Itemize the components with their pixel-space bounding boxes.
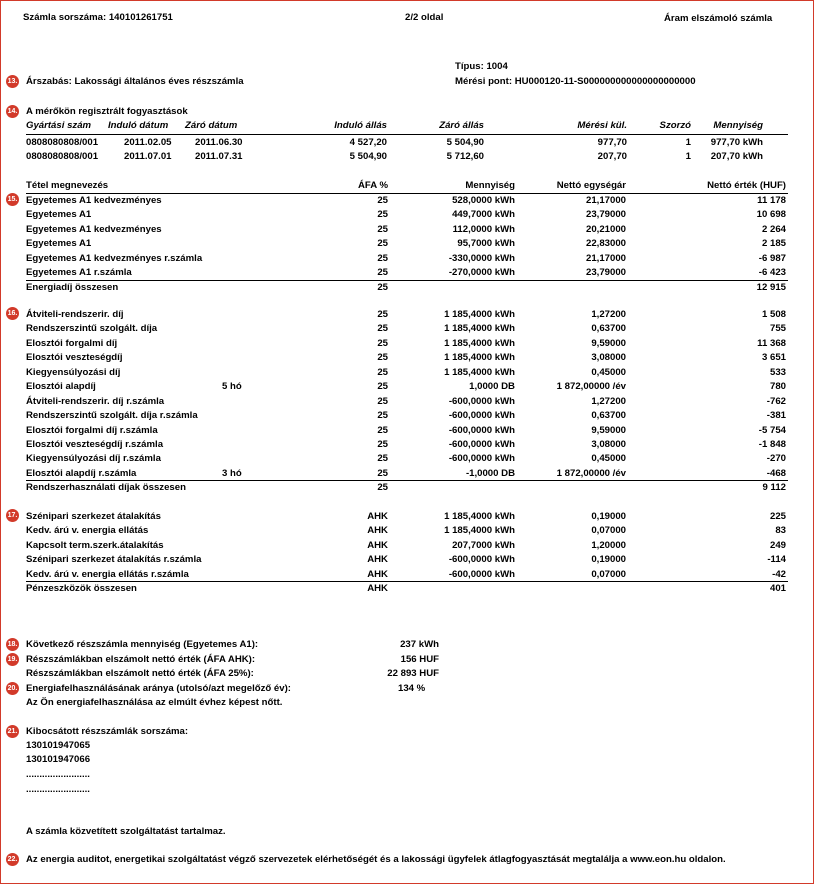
item-cell: -1,0000 DB — [465, 468, 515, 479]
item-row — [1, 424, 813, 438]
meter-cell: 2011.02.05 — [124, 137, 172, 148]
item-cell: Átviteli-rendszerir. díj r.számla — [26, 396, 165, 407]
item-row — [1, 322, 813, 336]
item-row — [1, 237, 813, 251]
item-cell: Pénzeszközök összesen — [26, 583, 137, 594]
item-cell: -6 987 — [758, 253, 786, 264]
item-cell: Egyetemes A1 kedvezményes r.számla — [26, 253, 203, 264]
item-cell: -468 — [766, 468, 786, 479]
meter-cell: 2011.06.30 — [195, 137, 243, 148]
item-cell: 1 872,00000 /év — [556, 468, 626, 479]
item-row — [1, 524, 813, 538]
item-cell: 25 — [377, 439, 388, 450]
item-cell: -600,0000 kWh — [448, 554, 515, 565]
item-cell: 0,63700 — [591, 410, 626, 421]
item-cell: Egyetemes A1 kedvezményes — [26, 224, 162, 235]
item-cell: 22,83000 — [585, 238, 626, 249]
item-cell: Elosztói alapdíj — [26, 381, 96, 392]
meter-cell: 2011.07.31 — [195, 151, 243, 162]
items-header — [1, 179, 813, 193]
item-cell: -270 — [766, 453, 786, 464]
item-cell: 25 — [377, 323, 388, 334]
item-cell: Egyetemes A1 — [26, 238, 92, 249]
item-cell: Szénipari szerkezet átalakítás r.számla — [26, 554, 202, 565]
item-cell: 0,63700 — [591, 323, 626, 334]
item-row — [1, 409, 813, 423]
col-zaro-allas: Záró állás — [439, 120, 484, 131]
item-cell: 95,7000 kWh — [457, 238, 515, 249]
total-row — [1, 481, 813, 495]
col-indulo-datum: Induló dátum — [108, 120, 169, 131]
item-cell: AHK — [367, 540, 388, 551]
item-cell: 25 — [377, 425, 388, 436]
document-title: Áram elszámoló számla — [664, 13, 773, 24]
item-cell: 533 — [769, 367, 786, 378]
meters-header-line — [26, 134, 788, 135]
item-cell: 0,45000 — [591, 367, 626, 378]
item-cell: 3,08000 — [591, 352, 626, 363]
item-cell: 83 — [775, 525, 786, 536]
issued-dots-1: ........................ — [26, 769, 90, 780]
meter-row — [1, 150, 813, 164]
net-25-label: Részszámlákban elszámolt nettó érték (ÁFA 25%): — [26, 668, 254, 679]
col-item-mennyiseg: Mennyiség — [465, 180, 515, 191]
item-cell: 1 185,4000 kWh — [444, 352, 515, 363]
item-cell: -270,0000 kWh — [448, 267, 515, 278]
meter-cell: 5 504,90 — [349, 151, 387, 162]
item-cell: 25 — [377, 282, 388, 293]
item-cell: 207,7000 kWh — [452, 540, 515, 551]
item-cell: 25 — [377, 352, 388, 363]
col-netto-ertek: Nettó érték (HUF) — [707, 180, 786, 191]
item-cell: 449,7000 kWh — [452, 209, 515, 220]
item-cell: -5 754 — [758, 425, 786, 436]
meter-cell: 207,70 kWh — [710, 151, 763, 162]
item-cell: AHK — [367, 554, 388, 565]
item-cell: 10 698 — [756, 209, 786, 220]
item-cell: 25 — [377, 396, 388, 407]
item-cell: 25 — [377, 381, 388, 392]
item-cell: AHK — [367, 583, 388, 594]
item-cell: 21,17000 — [585, 195, 626, 206]
meters-header — [1, 119, 813, 133]
usage-ratio-label: Energiafelhasználásának aránya (utolsó/azt megelőző év): — [26, 683, 291, 694]
col-gyartasi-szam: Gyártási szám — [26, 120, 92, 131]
item-cell: 1 185,4000 kWh — [444, 309, 515, 320]
item-cell: 2 264 — [761, 224, 786, 235]
item-cell: 20,21000 — [585, 224, 626, 235]
item-cell: 0,07000 — [591, 525, 626, 536]
meter-cell: 1 — [685, 137, 691, 148]
item-cell: -600,0000 kWh — [448, 453, 515, 464]
item-cell: 1 872,00000 /év — [556, 381, 626, 392]
item-cell: 23,79000 — [585, 209, 626, 220]
item-cell: -381 — [766, 410, 786, 421]
tipus: Típus: 1004 — [455, 61, 508, 72]
item-cell: 23,79000 — [585, 267, 626, 278]
item-cell: 780 — [769, 381, 786, 392]
item-row — [1, 252, 813, 266]
item-cell: 1 185,4000 kWh — [444, 367, 515, 378]
item-cell: 25 — [377, 209, 388, 220]
item-cell: 21,17000 — [585, 253, 626, 264]
col-tetel: Tétel megnevezés — [26, 180, 109, 191]
item-cell: -762 — [766, 396, 786, 407]
col-meresi-kul: Mérési kül. — [577, 120, 627, 131]
item-cell: 25 — [377, 195, 388, 206]
col-zaro-datum: Záró dátum — [185, 120, 238, 131]
net-25-value: 22 893 HUF — [387, 668, 439, 679]
item-row — [1, 467, 813, 481]
item-cell: 25 — [377, 410, 388, 421]
item-cell: 1 185,4000 kWh — [444, 525, 515, 536]
item-row — [1, 380, 813, 394]
net-ahk-label: Részszámlákban elszámolt nettó érték (ÁFA AHK): — [26, 654, 256, 665]
section-badge-17: 17. — [6, 509, 19, 522]
item-cell: 25 — [377, 267, 388, 278]
item-cell: 1,20000 — [591, 540, 626, 551]
item-cell: -6 423 — [758, 267, 786, 278]
invoice-number: Számla sorszáma: 140101261751 — [23, 12, 173, 23]
item-row — [1, 223, 813, 237]
item-cell: 25 — [377, 309, 388, 320]
item-cell: Energiadíj összesen — [26, 282, 119, 293]
item-cell: Egyetemes A1 — [26, 209, 92, 220]
item-cell: Elosztói forgalmi díj — [26, 338, 118, 349]
item-row — [1, 351, 813, 365]
section-badge-15: 15. — [6, 193, 19, 206]
energy-audit-note: Az energia auditot, energetikai szolgáltatást végző szervezetek elérhetőségét és a lakossági ügyfelek átlagfogyasztását megtalálja a www.eon.hu oldalon. — [26, 854, 726, 865]
item-cell: -42 — [772, 569, 786, 580]
item-cell: 5 hó — [222, 381, 242, 392]
item-cell: -114 — [767, 554, 786, 565]
item-cell: 25 — [377, 482, 388, 493]
item-row — [1, 568, 813, 582]
issued-title: Kibocsátott részszámlák sorszáma: — [26, 726, 189, 737]
item-cell: 12 915 — [756, 282, 786, 293]
item-cell: 1 185,4000 kWh — [444, 338, 515, 349]
item-cell: 528,0000 kWh — [452, 195, 515, 206]
meter-cell: 0808080808/001 — [26, 151, 99, 162]
item-cell: 1 508 — [761, 309, 786, 320]
item-cell: 25 — [377, 224, 388, 235]
item-cell: Elosztói forgalmi díj r.számla — [26, 425, 158, 436]
item-cell: 1,27200 — [591, 396, 626, 407]
item-cell: Rendszerszintű szolgált. díja r.számla — [26, 410, 198, 421]
item-row — [1, 510, 813, 524]
item-cell: 3 651 — [761, 352, 786, 363]
section-badge-16: 16. — [6, 307, 19, 320]
item-cell: Rendszerhasználati díjak összesen — [26, 482, 186, 493]
section-badge-18: 18. — [6, 638, 19, 651]
usage-ratio-note: Az Ön energiafelhasználása az elmúlt évhez képest nőtt. — [26, 697, 283, 708]
col-afa: ÁFA % — [357, 180, 388, 191]
item-cell: 9 112 — [762, 482, 786, 493]
item-cell: -600,0000 kWh — [448, 439, 515, 450]
item-cell: 3,08000 — [591, 439, 626, 450]
arszabas: Árszabás: Lakossági általános éves részszámla — [26, 76, 244, 87]
item-cell: 25 — [377, 253, 388, 264]
mediated-service-note: A számla közvetített szolgáltatást tartalmaz. — [26, 826, 226, 837]
item-cell: -600,0000 kWh — [448, 425, 515, 436]
item-cell: AHK — [367, 511, 388, 522]
item-cell: -600,0000 kWh — [448, 569, 515, 580]
meter-cell: 977,70 kWh — [710, 137, 763, 148]
item-cell: 11 368 — [757, 338, 786, 349]
page-indicator: 2/2 oldal — [405, 12, 444, 23]
item-cell: 0,19000 — [591, 511, 626, 522]
section-badge-13: 13. — [6, 75, 19, 88]
item-row — [1, 395, 813, 409]
section-badge-22: 22. — [6, 853, 19, 866]
item-cell: Egyetemes A1 kedvezményes — [26, 195, 162, 206]
issued-number-1: 130101947065 — [26, 740, 91, 751]
meter-row — [1, 136, 813, 150]
item-cell: Egyetemes A1 r.számla — [26, 267, 132, 278]
meters-title: A mérőkön regisztrált fogyasztások — [26, 106, 188, 117]
item-cell: 401 — [769, 583, 786, 594]
section-badge-19: 19. — [6, 653, 19, 666]
item-row — [1, 438, 813, 452]
item-cell: AHK — [367, 525, 388, 536]
item-cell: Kiegyensúlyozási díj — [26, 367, 121, 378]
item-cell: 0,45000 — [591, 453, 626, 464]
item-cell: Szénipari szerkezet átalakítás — [26, 511, 161, 522]
item-cell: 249 — [769, 540, 786, 551]
item-cell: Rendszerszintű szolgált. díja — [26, 323, 158, 334]
item-cell: Kapcsolt term.szerk.átalakítás — [26, 540, 164, 551]
item-cell: 0,19000 — [591, 554, 626, 565]
item-cell: 9,59000 — [591, 425, 626, 436]
item-cell: -600,0000 kWh — [448, 410, 515, 421]
section-badge-20: 20. — [6, 682, 19, 695]
item-cell: 25 — [377, 468, 388, 479]
net-ahk-value: 156 HUF — [400, 654, 439, 665]
section-badge-14: 14. — [6, 105, 19, 118]
item-row — [1, 366, 813, 380]
item-cell: Kedv. árú v. energia ellátás r.számla — [26, 569, 189, 580]
next-invoice-label: Következő részszámla mennyiség (Egyetemes A1): — [26, 639, 259, 650]
item-row — [1, 539, 813, 553]
meter-cell: 5 504,90 — [446, 137, 484, 148]
item-cell: 25 — [377, 238, 388, 249]
item-row — [1, 208, 813, 222]
item-cell: -330,0000 kWh — [448, 253, 515, 264]
item-cell: 2 185 — [761, 238, 786, 249]
item-cell: Kiegyensúlyozási díj r.számla — [26, 453, 161, 464]
item-row — [1, 553, 813, 567]
usage-ratio-value: 134 % — [398, 683, 426, 694]
item-row — [1, 452, 813, 466]
meter-cell: 207,70 — [597, 151, 627, 162]
item-cell: 755 — [769, 323, 786, 334]
section-badge-21: 21. — [6, 725, 19, 738]
item-cell: 1,27200 — [591, 309, 626, 320]
item-cell: 1,0000 DB — [469, 381, 515, 392]
col-netto-egysegar: Nettó egységár — [556, 180, 626, 191]
item-cell: Elosztói alapdíj r.számla — [26, 468, 137, 479]
item-cell: 112,0000 kWh — [452, 224, 515, 235]
item-row — [1, 266, 813, 280]
issued-dots-2: ........................ — [26, 784, 90, 795]
item-row — [1, 337, 813, 351]
item-cell: -1 848 — [758, 439, 786, 450]
item-cell: Elosztói veszteségdíj r.számla — [26, 439, 164, 450]
item-cell: 25 — [377, 367, 388, 378]
meter-cell: 5 712,60 — [446, 151, 484, 162]
item-cell: 1 185,4000 kWh — [444, 511, 515, 522]
col-szorzo: Szorzó — [659, 120, 691, 131]
item-cell: Elosztói veszteségdíj — [26, 352, 123, 363]
col-mennyiseg: Mennyiség — [713, 120, 763, 131]
meter-cell: 1 — [685, 151, 691, 162]
meter-cell: 0808080808/001 — [26, 137, 99, 148]
meresi-pont: Mérési pont: HU000120-11-S000000000000000000000 — [455, 76, 696, 87]
item-cell: 1 185,4000 kWh — [444, 323, 515, 334]
meter-cell: 977,70 — [597, 137, 627, 148]
next-invoice-value: 237 kWh — [400, 639, 439, 650]
item-cell: 3 hó — [222, 468, 242, 479]
item-row — [1, 308, 813, 322]
item-cell: 9,59000 — [591, 338, 626, 349]
total-row — [1, 281, 813, 295]
item-cell: -600,0000 kWh — [448, 396, 515, 407]
col-indulo-allas: Induló állás — [334, 120, 387, 131]
item-cell: 0,07000 — [591, 569, 626, 580]
item-cell: 25 — [377, 338, 388, 349]
item-cell: Kedv. árú v. energia ellátás — [26, 525, 149, 536]
item-cell: 25 — [377, 453, 388, 464]
issued-number-2: 130101947066 — [26, 754, 91, 765]
item-cell: Átviteli-rendszerir. díj — [26, 309, 124, 320]
item-cell: 225 — [769, 511, 786, 522]
meter-cell: 4 527,20 — [349, 137, 387, 148]
total-row — [1, 582, 813, 596]
meter-cell: 2011.07.01 — [124, 151, 172, 162]
item-cell: 11 178 — [757, 195, 786, 206]
item-row — [1, 194, 813, 208]
item-cell: AHK — [367, 569, 388, 580]
